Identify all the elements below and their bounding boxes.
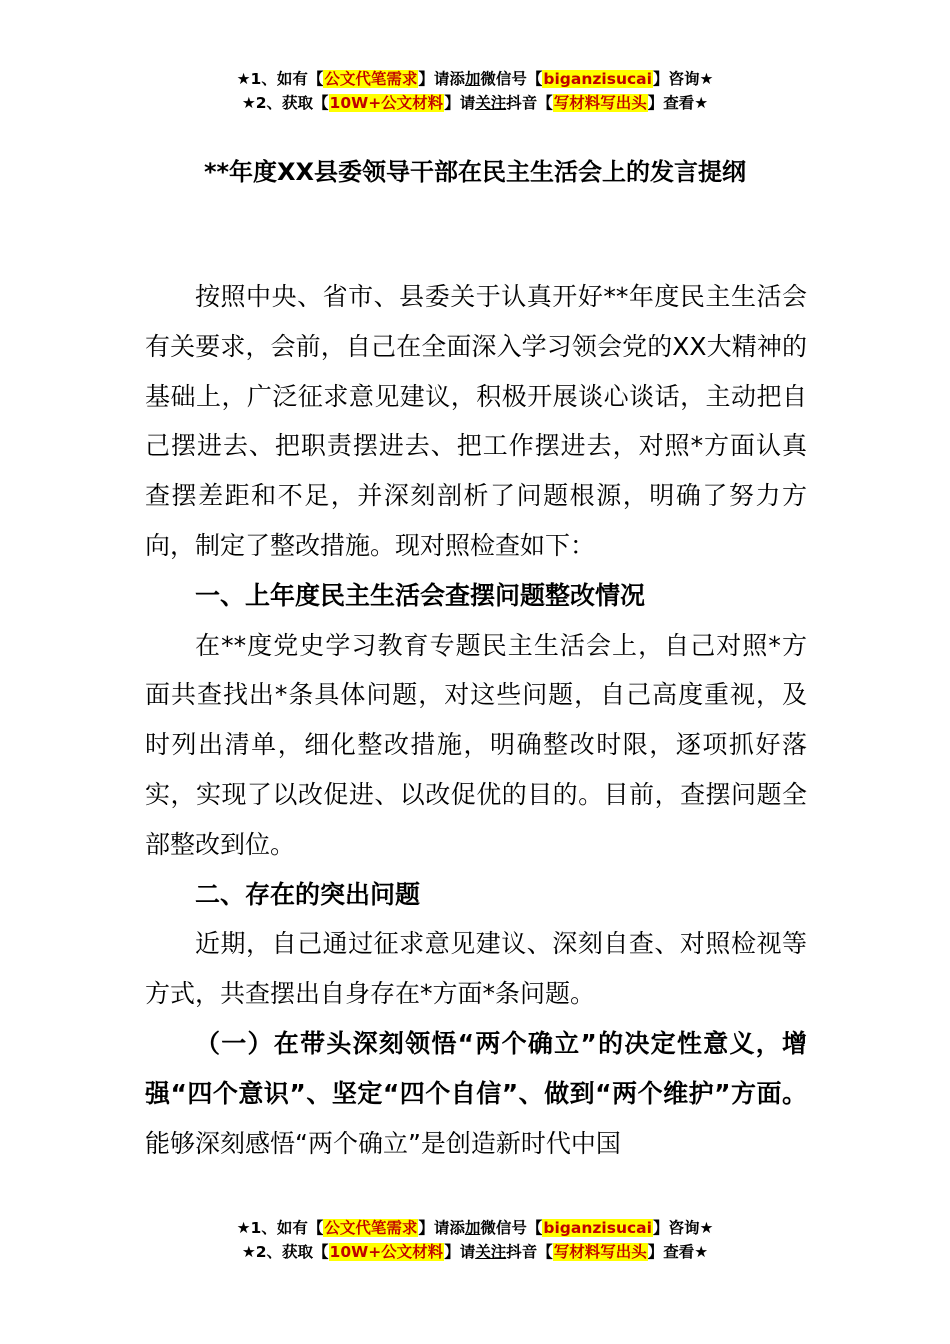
- section-1-paragraph: 在**度党史学习教育专题民主生活会上，自己对照*方面共查找出*条具体问题，对这些问题，自己高度重视，及时列出清单，细化整改措施，明确整改时限，逐项抓好落实，实现了以改促进、以改促优的目的。目前，查摆问题全部整改到位。: [145, 630, 807, 859]
- header-ad-text: 微信号【: [480, 70, 543, 88]
- header-ad-highlight: 公文代笔需求: [324, 70, 418, 88]
- footer-ad-text: 】请添: [418, 1219, 465, 1237]
- footer-ad-line-2: [0, 1240, 950, 1264]
- footer-ad-text: ★1、如有【: [236, 1219, 324, 1237]
- header-ad-underlined: 加: [464, 70, 481, 88]
- header-ad-highlight: biganzisucai: [543, 70, 652, 88]
- subsection-1-heading: （一）在带头深刻领悟“两个确立”的决定性意义，增强“四个意识”、坚定“四个自信”、做到“两个维护”方面。: [145, 1028, 807, 1108]
- subsection-1-paragraph: [145, 1019, 807, 1168]
- header-ad-underlined: 关注: [475, 94, 507, 112]
- section-2-heading: 二、存在的突出问题: [195, 879, 421, 909]
- footer-ad-text: 】查看★: [647, 1243, 709, 1261]
- document-body: [145, 272, 807, 1168]
- document-title: **年度XX县委领导干部在民主生活会上的发言提纲: [203, 158, 747, 186]
- header-ad-highlight: 10W+公文材料: [329, 94, 444, 112]
- header-ad-text: 】咨询★: [652, 70, 714, 88]
- footer-ad-text: 抖音【: [506, 1243, 553, 1261]
- footer-ad-banner: [0, 1216, 950, 1264]
- footer-ad-highlight: biganzisucai: [543, 1219, 652, 1237]
- header-ad-text: ★1、如有【: [236, 70, 324, 88]
- footer-ad-highlight: 10W+公文材料: [329, 1243, 444, 1261]
- header-ad-text: 】请添: [418, 70, 465, 88]
- footer-ad-highlight: 公文代笔需求: [324, 1219, 418, 1237]
- footer-ad-text: 微信号【: [480, 1219, 543, 1237]
- footer-ad-text: 】咨询★: [652, 1219, 714, 1237]
- footer-ad-highlight: 写材料写出头: [553, 1243, 647, 1261]
- footer-ad-text: 】请: [444, 1243, 476, 1261]
- subsection-1-text: 能够深刻感悟“两个确立”是创造新时代中国: [145, 1128, 621, 1158]
- header-ad-line-1: [0, 67, 950, 91]
- header-ad-text: 】查看★: [647, 94, 709, 112]
- header-ad-text: ★2、获取【: [241, 94, 329, 112]
- section-1-heading: 一、上年度民主生活会查摆问题整改情况: [195, 580, 646, 610]
- header-ad-banner: [0, 67, 950, 115]
- footer-ad-text: ★2、获取【: [241, 1243, 329, 1261]
- intro-paragraph: 按照中央、省市、县委关于认真开好**年度民主生活会有关要求，会前，自己在全面深入学习领会党的XX大精神的基础上，广泛征求意见建议，积极开展谈心谈话，主动把自己摆进去、把职责摆进去、把工作摆进去，对照*方面认真查摆差距和不足，并深刻剖析了问题根源，明确了努力方向，制定了整改措施。现对照检查如下：: [145, 282, 807, 560]
- header-ad-text: 】请: [444, 94, 476, 112]
- header-ad-line-2: [0, 91, 950, 115]
- header-ad-highlight: 写材料写出头: [553, 94, 647, 112]
- footer-ad-line-1: [0, 1216, 950, 1240]
- section-2-paragraph: 近期，自己通过征求意见建议、深刻自查、对照检视等方式，共查摆出自身存在*方面*条问题。: [145, 929, 807, 1009]
- footer-ad-underlined: 加: [464, 1219, 481, 1237]
- header-ad-text: 抖音【: [506, 94, 553, 112]
- footer-ad-underlined: 关注: [475, 1243, 507, 1261]
